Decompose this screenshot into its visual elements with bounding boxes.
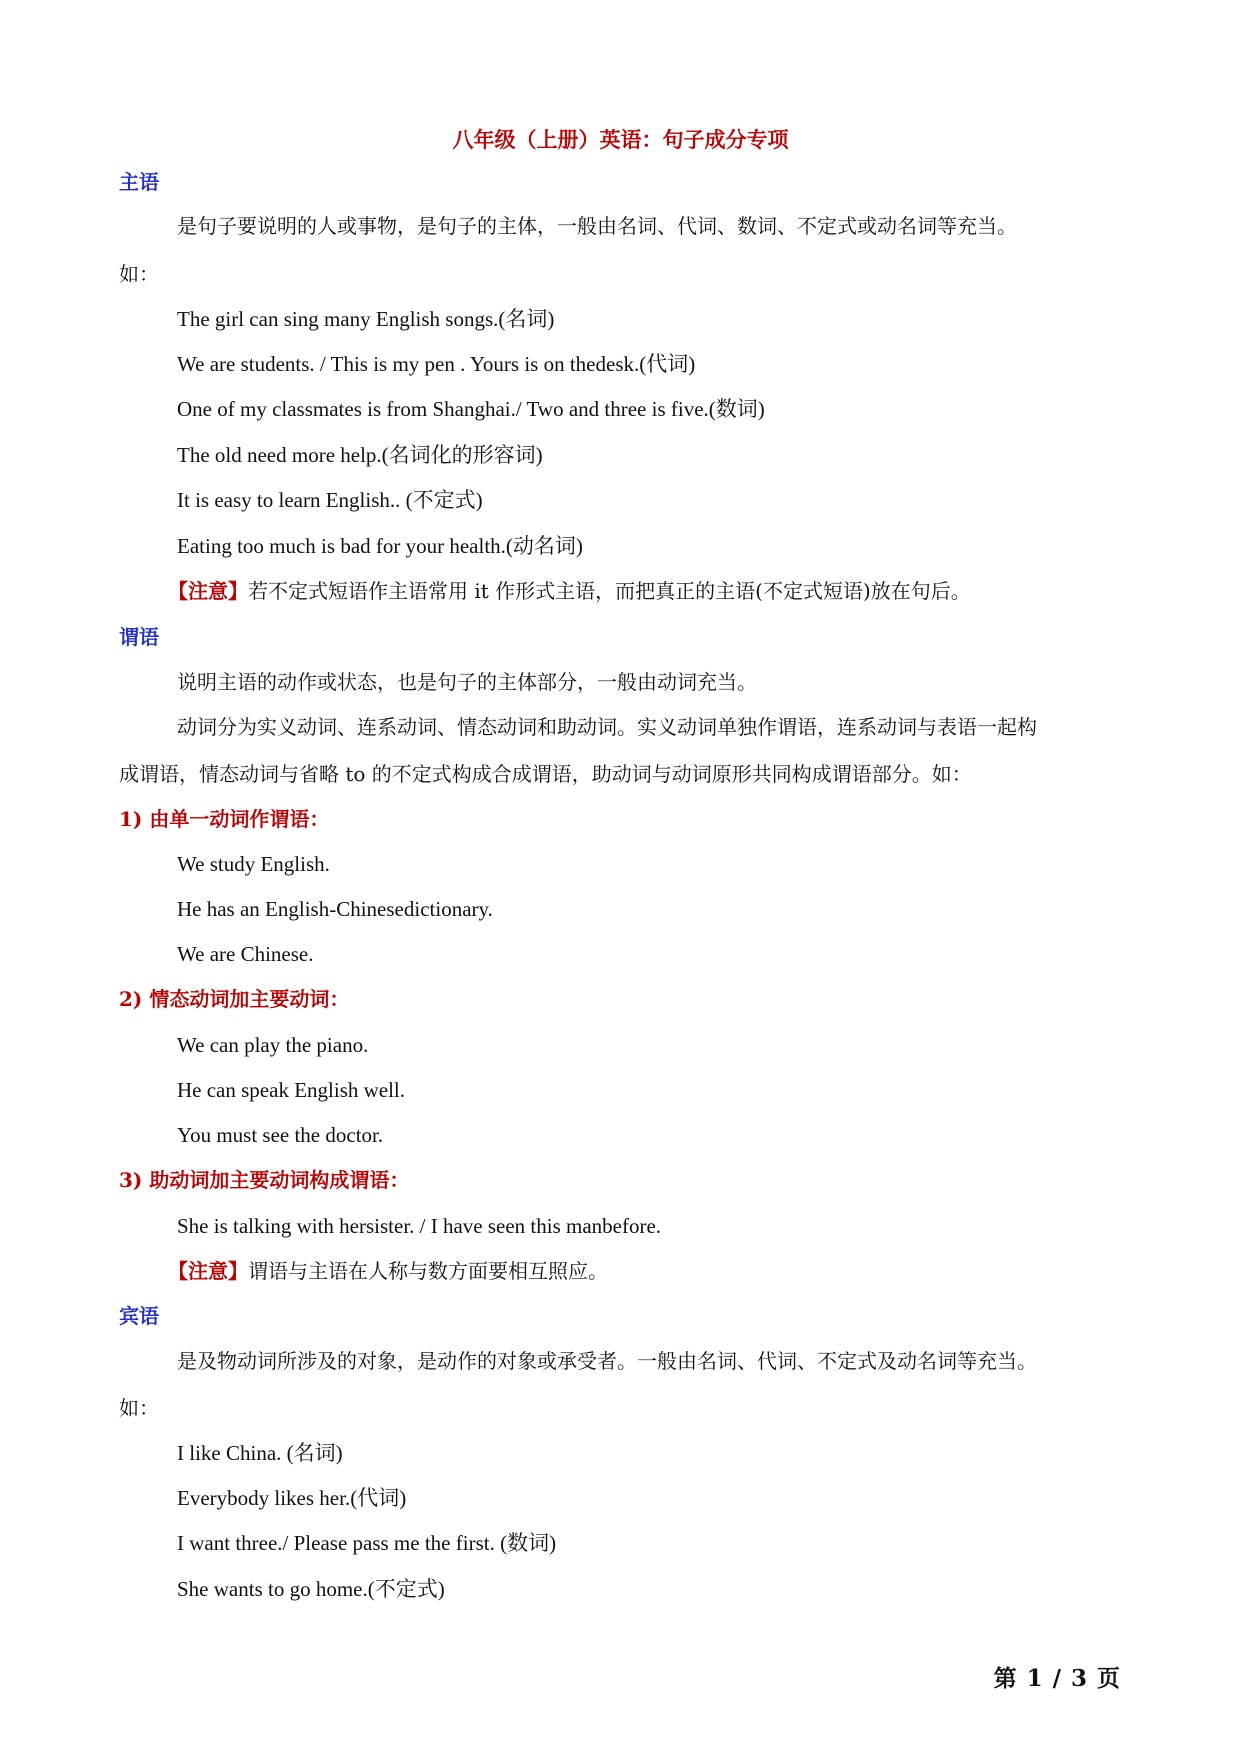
paragraph: 是及物动词所涉及的对象，是动作的对象或承受者。一般由名词、代词、不定式及动名词等充当。 bbox=[177, 1349, 1037, 1373]
example-sentence: Everybody likes her.(代词) bbox=[177, 1486, 407, 1510]
paragraph-continuation: 如： bbox=[119, 262, 159, 286]
subheading: 1) 由单一动词作谓语： bbox=[119, 807, 330, 831]
example-sentence: I want three./ Please pass me the first. (数词) bbox=[177, 1531, 557, 1555]
paragraph-continuation: 如： bbox=[119, 1396, 159, 1420]
example-sentence: We are students. / This is my pen . Yours is on thedesk.(代词) bbox=[177, 352, 696, 376]
example-sentence: She is talking with hersister. / I have seen this manbefore. bbox=[177, 1214, 662, 1238]
paragraph: 是句子要说明的人或事物，是句子的主体，一般由名词、代词、数词、不定式或动名词等充当。 bbox=[177, 214, 1017, 238]
page-number: 第 1 / 3 页 bbox=[993, 1665, 1121, 1692]
example-sentence: One of my classmates is from Shanghai./ Two and three is five.(数词) bbox=[177, 397, 765, 421]
note bbox=[168, 1261, 608, 1281]
example-sentence: The old need more help.(名词化的形容词) bbox=[177, 443, 543, 467]
note bbox=[168, 581, 971, 601]
example-sentence: He can speak English well. bbox=[177, 1078, 406, 1102]
example-sentence: The girl can sing many English songs.(名词) bbox=[177, 307, 555, 331]
example-sentence: I like China. (名词) bbox=[177, 1441, 343, 1465]
page-title: 八年级（上册）英语：句子成分专项 bbox=[452, 127, 789, 152]
example-sentence: You must see the doctor. bbox=[177, 1123, 384, 1147]
example-sentence: It is easy to learn English.. (不定式) bbox=[177, 488, 483, 512]
note-text: 谓语与主语在人称与数方面要相互照应。 bbox=[248, 1259, 608, 1283]
note-tag: 【注意】 bbox=[168, 1259, 248, 1283]
paragraph: 说明主语的动作或状态，也是句子的主体部分，一般由动词充当。 bbox=[177, 670, 757, 694]
note-tag: 【注意】 bbox=[168, 579, 248, 603]
example-sentence: Eating too much is bad for your health.(动名词) bbox=[177, 534, 583, 558]
example-sentence: We can play the piano. bbox=[177, 1033, 369, 1057]
paragraph-continuation: 成谓语，情态动词与省略 to 的不定式构成合成谓语，助动词与动词原形共同构成谓语部分。如： bbox=[119, 762, 972, 786]
example-sentence: We study English. bbox=[177, 852, 330, 876]
example-sentence: She wants to go home.(不定式) bbox=[177, 1577, 445, 1601]
subheading: 2) 情态动词加主要动词： bbox=[119, 987, 350, 1011]
example-sentence: He has an English-Chinesedictionary. bbox=[177, 897, 493, 921]
section-heading-predicate: 谓语 bbox=[119, 625, 159, 649]
section-heading-object: 宾语 bbox=[119, 1304, 159, 1328]
note-text: 若不定式短语作主语常用 it 作形式主语，而把真正的主语(不定式短语)放在句后。 bbox=[248, 579, 971, 603]
subheading: 3) 助动词加主要动词构成谓语： bbox=[119, 1168, 410, 1192]
example-sentence: We are Chinese. bbox=[177, 942, 314, 966]
section-heading-subject: 主语 bbox=[119, 170, 159, 194]
paragraph: 动词分为实义动词、连系动词、情态动词和助动词。实义动词单独作谓语，连系动词与表语一起构 bbox=[177, 715, 1037, 739]
